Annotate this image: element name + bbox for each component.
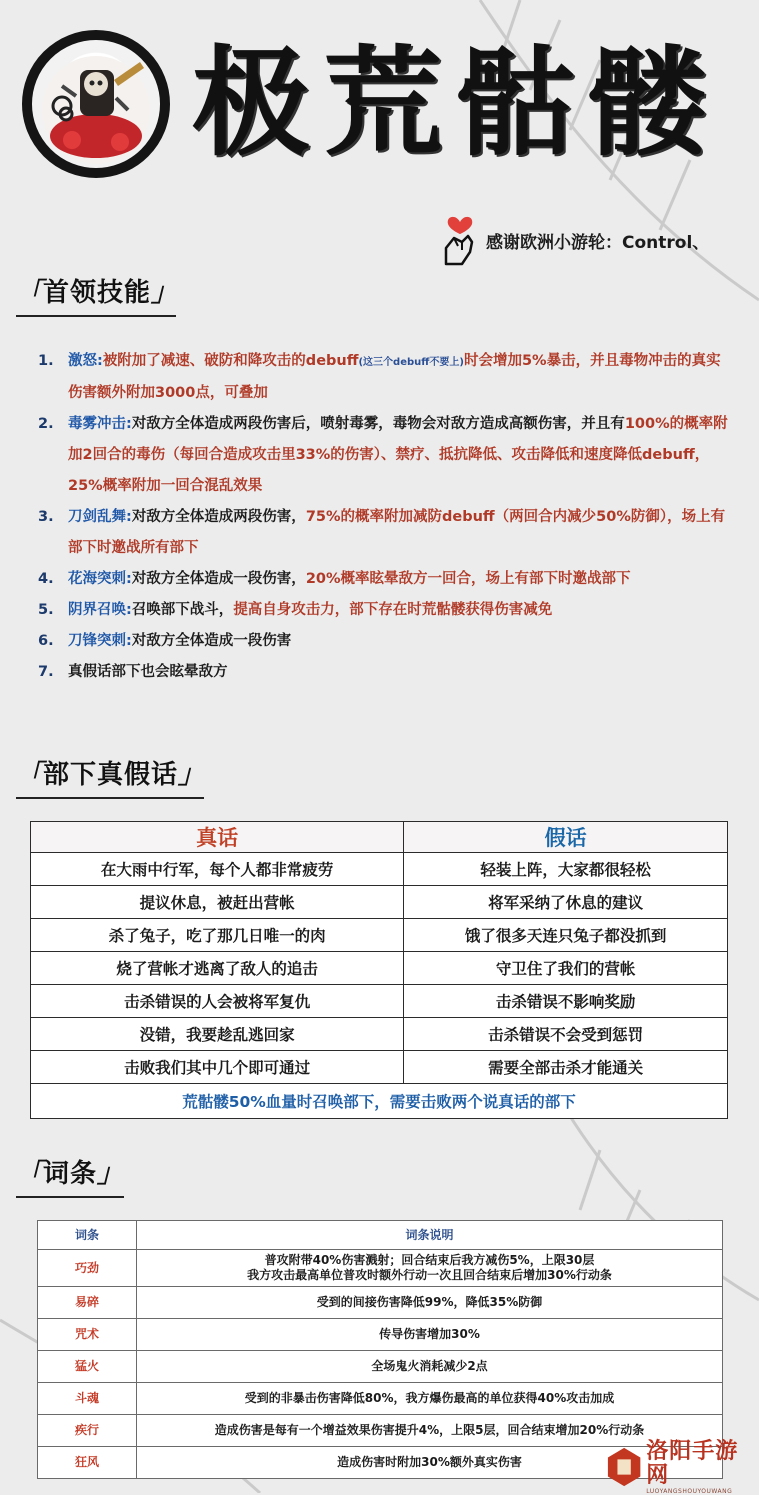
- lie-statement: 将军采纳了休息的建议: [404, 886, 728, 919]
- skill-item: [38, 657, 728, 688]
- lie-header: 假话: [404, 822, 728, 853]
- trait-description: 造成伤害是每有一个增益效果伤害提升4%，上限5层，回合结束增加20%行动条: [137, 1415, 723, 1447]
- skill-number: 7.: [38, 664, 54, 680]
- skill-text: 被附加了减速、破防和降攻击的debuff: [102, 353, 359, 369]
- lie-statement: 饿了很多天连只兔子都没抓到: [404, 919, 728, 952]
- thanks-text: 感谢欧洲小游轮：Control、: [486, 232, 710, 253]
- truth-statement: 提议休息，被赶出营帐: [31, 886, 404, 919]
- skill-body: [68, 564, 728, 595]
- skill-item: [38, 409, 728, 502]
- table-row: [38, 1319, 723, 1351]
- skill-text: 对敌方全体造成两段伤害，: [131, 509, 306, 525]
- skill-number: 3.: [38, 509, 54, 525]
- trait-name: 易碎: [38, 1287, 137, 1319]
- boss-portrait-logo: [22, 30, 170, 178]
- skill-item: [38, 502, 728, 564]
- skill-number: 5.: [38, 602, 54, 618]
- section-title-traits: 词条: [43, 1159, 98, 1189]
- section-header-traits: 「词条」: [16, 1153, 124, 1190]
- table-row: [31, 1018, 728, 1051]
- skill-body: [68, 657, 728, 688]
- skill-body: [68, 409, 728, 502]
- table-header-row: [31, 822, 728, 853]
- trait-name: 巧劲: [38, 1250, 137, 1287]
- skill-item: [38, 626, 728, 657]
- truth-statement: 烧了营帐才逃离了敌人的追击: [31, 952, 404, 985]
- skill-name: 刀锋突刺:: [68, 633, 132, 649]
- thanks-line: [438, 205, 748, 275]
- trait-name-header: 词条: [38, 1221, 137, 1250]
- skill-number: 1.: [38, 353, 54, 369]
- table-row: [38, 1287, 723, 1319]
- truth-statement: 击败我们其中几个即可通过: [31, 1051, 404, 1084]
- table-row: [38, 1250, 723, 1287]
- skill-item: [38, 595, 728, 626]
- table-header-row: [38, 1221, 723, 1250]
- skill-text: 真假话部下也会眩晕敌方: [68, 664, 228, 680]
- table-row: [38, 1383, 723, 1415]
- skill-number: 6.: [38, 633, 54, 649]
- truth-lie-table: [30, 821, 728, 1119]
- skill-text: 20%概率眩晕敌方一回合，场上有部下时邀战部下: [305, 571, 631, 587]
- watermark-subtext: LUOYANGSHOUYOUWANG: [646, 1487, 733, 1495]
- truth-header: 真话: [31, 822, 404, 853]
- skill-text: (这三个debuff不要上): [358, 357, 464, 368]
- table-row: [31, 985, 728, 1018]
- skill-text: 时会增加5%暴击，并且毒物冲击的真实伤害额外附加3000点，可叠加: [68, 353, 721, 401]
- trait-description: 全场鬼火消耗减少2点: [137, 1351, 723, 1383]
- table-row: [38, 1351, 723, 1383]
- skill-number: 4.: [38, 571, 54, 587]
- lie-statement: 击杀错误不影响奖励: [404, 985, 728, 1018]
- table-row: [31, 886, 728, 919]
- skill-item: [38, 564, 728, 595]
- trait-description: 普攻附带40%伤害溅射；回合结束后我方减伤5%，上限30层 我方攻击最高单位普攻时额外行动一次且回合结束后增加30%行动条: [137, 1250, 723, 1287]
- table-row: [31, 853, 728, 886]
- skill-text: 对敌方全体造成一段伤害: [131, 633, 292, 649]
- truth-statement: 杀了兔子，吃了那几日唯一的肉: [31, 919, 404, 952]
- skills-list: [38, 346, 728, 688]
- skill-text: 100%的概率附加2回合的毒伤（每回合造成攻击里33%的伤害）、禁疗、抵抗降低、攻击降低和速度降低debuff，25%概率附加一回合混乱效果: [68, 416, 728, 494]
- lie-statement: 需要全部击杀才能通关: [404, 1051, 728, 1084]
- section-header-skills: 「首领技能」: [16, 272, 178, 309]
- truth-statement: 没错，我要趁乱逃回家: [31, 1018, 404, 1051]
- trait-description: 传导伤害增加30%: [137, 1319, 723, 1351]
- trait-name: 斗魂: [38, 1383, 137, 1415]
- skeleton-boss-icon: [32, 40, 160, 168]
- site-logo-icon: [606, 1445, 642, 1489]
- trait-name: 咒术: [38, 1319, 137, 1351]
- lie-statement: 守卫住了我们的营帐: [404, 952, 728, 985]
- lie-statement: 轻装上阵，大家都很轻松: [404, 853, 728, 886]
- trait-name: 狂风: [38, 1447, 137, 1479]
- table-row: [31, 1051, 728, 1084]
- skill-body: [68, 346, 728, 409]
- skill-body: [68, 502, 728, 564]
- table-row: [31, 952, 728, 985]
- skill-text: 对敌方全体造成一段伤害，: [131, 571, 306, 587]
- skill-text: 召唤部下战斗，: [131, 602, 234, 618]
- skill-text: 提高自身攻击力，部下存在时荒骷髅获得伤害减免: [233, 602, 553, 618]
- skill-body: [68, 595, 728, 626]
- section-header-truth: 「部下真假话」: [16, 754, 205, 791]
- section-title-skills: 首领技能: [43, 278, 152, 308]
- trait-description: 造成伤害时附加30%额外真实伤害: [137, 1447, 723, 1479]
- lie-statement: 击杀错误不会受到惩罚: [404, 1018, 728, 1051]
- trait-name: 疾行: [38, 1415, 137, 1447]
- truth-statement: 击杀错误的人会被将军复仇: [31, 985, 404, 1018]
- watermark-text: 洛阳手游网: [646, 1438, 739, 1488]
- skill-name: 花海突刺:: [68, 571, 132, 587]
- page-title: 极荒骷髅: [192, 33, 721, 172]
- trait-description: 受到的间接伤害降低99%，降低35%防御: [137, 1287, 723, 1319]
- truth-statement: 在大雨中行军，每个人都非常疲劳: [31, 853, 404, 886]
- section-title-truth: 部下真假话: [43, 760, 179, 790]
- trait-name: 猛火: [38, 1351, 137, 1383]
- skill-text: 对敌方全体造成两段伤害后，喷射毒雾，毒物会对敌方造成高额伤害，并且有: [131, 416, 625, 432]
- finger-heart-icon: [438, 212, 482, 268]
- skill-name: 刀剑乱舞:: [68, 509, 132, 525]
- summary-row: [31, 1084, 728, 1119]
- skill-item: [38, 346, 728, 409]
- skill-text: 75%的概率附加减防debuff（两回合内减少50%防御），场上有部下时邀战所有部下: [68, 509, 726, 556]
- skill-name: 毒雾冲击:: [68, 416, 132, 432]
- traits-table: [37, 1220, 723, 1479]
- table-row: [38, 1415, 723, 1447]
- watermark: [606, 1438, 756, 1495]
- skill-name: 激怒:: [68, 353, 103, 369]
- skill-number: 2.: [38, 416, 54, 432]
- trait-desc-header: 词条说明: [137, 1221, 723, 1250]
- skill-body: [68, 626, 728, 657]
- skill-name: 阴界召唤:: [68, 602, 132, 618]
- trait-description: 受到的非暴击伤害降低80%，我方爆伤最高的单位获得40%攻击加成: [137, 1383, 723, 1415]
- summary-text: 荒骷髅50%血量时召唤部下，需要击败两个说真话的部下: [31, 1084, 728, 1119]
- table-row: [31, 919, 728, 952]
